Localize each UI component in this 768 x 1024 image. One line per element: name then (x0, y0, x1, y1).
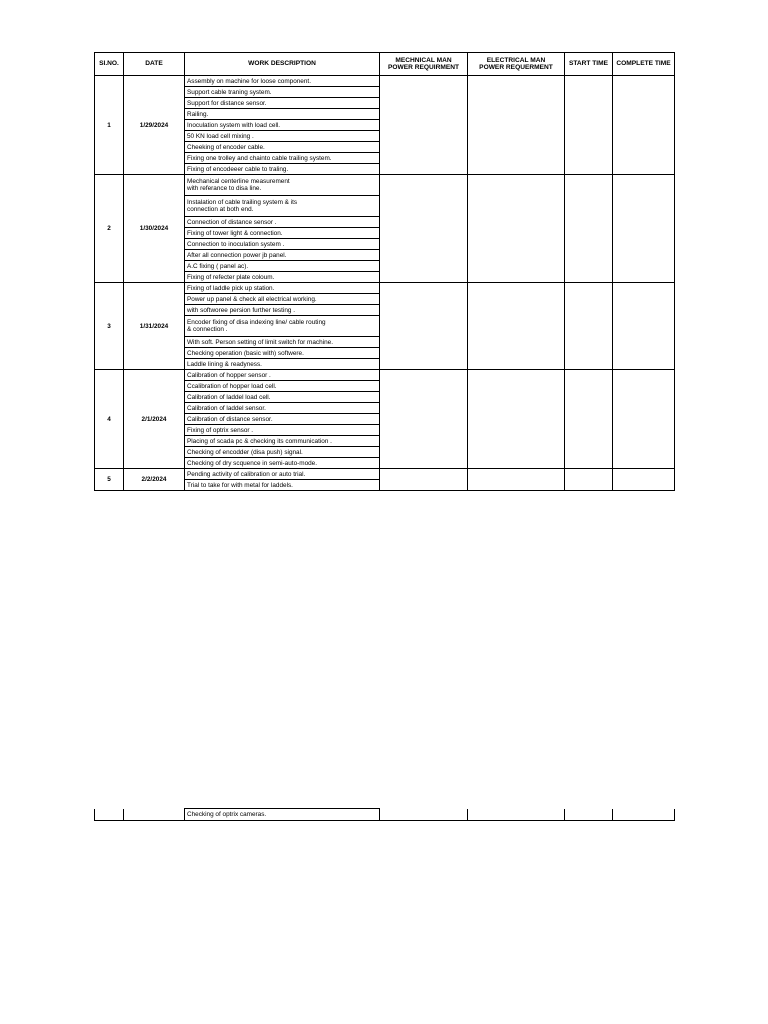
header-sino: SI.NO. (95, 53, 124, 76)
work-description-cell: Power up panel & check all electrical working. (185, 294, 380, 305)
work-description-cell: Ccalibration of hopper load cell. (185, 381, 380, 392)
work-description-cell: Support for distance sensor. (185, 98, 380, 109)
complete-time-cell (613, 175, 675, 283)
work-description-cell: Encoder fixing of disa indexing line/ cable routing & connection . (185, 316, 380, 337)
work-description-cell: Railing. (185, 109, 380, 120)
continuation-section (94, 808, 675, 821)
elec-cell (468, 469, 565, 491)
complete-time-cell (613, 370, 675, 469)
complete-time-cell (613, 469, 675, 491)
sino-cell (95, 809, 124, 821)
table-row (95, 175, 675, 196)
work-description-cell: Inoculation system with load cell. (185, 120, 380, 131)
complete-time-cell (613, 76, 675, 175)
mech-cell (380, 283, 468, 370)
table-row (95, 370, 675, 381)
work-description-cell: with softworee persion further testing . (185, 305, 380, 316)
date-cell: 1/29/2024 (124, 76, 185, 175)
continuation-table (94, 808, 675, 821)
mech-cell (380, 370, 468, 469)
date-cell: 1/30/2024 (124, 175, 185, 283)
start-time-cell (565, 469, 613, 491)
work-description-cell: Calibration of hopper sensor . (185, 370, 380, 381)
table-row (95, 809, 675, 821)
work-description-cell: A.C fixing ( panel ac). (185, 261, 380, 272)
work-schedule-sheet (94, 52, 675, 491)
table-row (95, 283, 675, 294)
start-time-cell (565, 370, 613, 469)
table-header-row (95, 53, 675, 76)
work-schedule-table (94, 52, 675, 491)
sino-cell: 3 (95, 283, 124, 370)
header-electrical-manpower: ELECTRICAL MAN POWER REQUERMENT (468, 53, 565, 76)
table-row (95, 469, 675, 480)
header-mechanical-manpower: MECHNICAL MAN POWER REQUIRMENT (380, 53, 468, 76)
work-description-cell: 50 KN load cell mixing . (185, 131, 380, 142)
start-time-cell (565, 76, 613, 175)
date-cell: 2/1/2024 (124, 370, 185, 469)
work-description-cell: Laddle lining & readyness. (185, 359, 380, 370)
work-description-cell: Checking of optrix cameras. (185, 809, 380, 821)
mech-cell (380, 469, 468, 491)
work-description-cell: Fixing of refecter plate coloum. (185, 272, 380, 283)
complete-time-cell (613, 809, 675, 821)
elec-cell (468, 283, 565, 370)
elec-cell (468, 370, 565, 469)
elec-cell (468, 809, 565, 821)
sino-cell: 4 (95, 370, 124, 469)
table-row (95, 76, 675, 87)
start-time-cell (565, 283, 613, 370)
work-description-cell: Support cable traning system. (185, 87, 380, 98)
work-description-cell: Fixing of laddle pick up station. (185, 283, 380, 294)
work-description-cell: Checking of dry scquence in semi-auto-mode. (185, 458, 380, 469)
sino-cell: 1 (95, 76, 124, 175)
work-description-cell: Connection to inoculation system . (185, 239, 380, 250)
elec-cell (468, 76, 565, 175)
work-description-cell: Checking operation (basic with) softwere. (185, 348, 380, 359)
work-description-cell: Fixing of optrix sensor . (185, 425, 380, 436)
header-date: DATE (124, 53, 185, 76)
work-description-cell: Pending activity of calibration or auto trial. (185, 469, 380, 480)
mech-cell (380, 175, 468, 283)
work-description-cell: Calibration of laddel sensor. (185, 403, 380, 414)
date-cell (124, 809, 185, 821)
work-description-cell: Fixing of encodeeer cable to traling. (185, 164, 380, 175)
header-work-description: WORK DESCRIPTION (185, 53, 380, 76)
work-description-cell: Instalation of cable trailing system & its connection at both end. (185, 196, 380, 217)
start-time-cell (565, 809, 613, 821)
work-description-cell: Calibration of laddel load cell. (185, 392, 380, 403)
header-start-time: START TIME (565, 53, 613, 76)
work-description-cell: Calibration of distance sensor. (185, 414, 380, 425)
work-description-cell: Fixing one trolley and chainto cable trailing system. (185, 153, 380, 164)
work-description-cell: Connection of distance sensor . (185, 217, 380, 228)
work-description-cell: Checking of encodder (disa push) signal. (185, 447, 380, 458)
work-description-cell: With soft. Person setting of limit switch for machine. (185, 337, 380, 348)
work-description-cell: Fixing of tower light & connection. (185, 228, 380, 239)
work-description-cell: Mechanical centerline measurement with referance to disa line. (185, 175, 380, 196)
date-cell: 2/2/2024 (124, 469, 185, 491)
work-description-cell: Placing of scada pc & checking its communication . (185, 436, 380, 447)
work-description-cell: Trial to take for with metal for laddels. (185, 480, 380, 491)
work-description-cell: Cheeking of encoder cable. (185, 142, 380, 153)
elec-cell (468, 175, 565, 283)
sino-cell: 2 (95, 175, 124, 283)
complete-time-cell (613, 283, 675, 370)
date-cell: 1/31/2024 (124, 283, 185, 370)
header-complete-time: COMPLETE TIME (613, 53, 675, 76)
start-time-cell (565, 175, 613, 283)
work-description-cell: Assembly on machine for loose component. (185, 76, 380, 87)
sino-cell: 5 (95, 469, 124, 491)
mech-cell (380, 809, 468, 821)
mech-cell (380, 76, 468, 175)
work-description-cell: After all connection power jb panel. (185, 250, 380, 261)
